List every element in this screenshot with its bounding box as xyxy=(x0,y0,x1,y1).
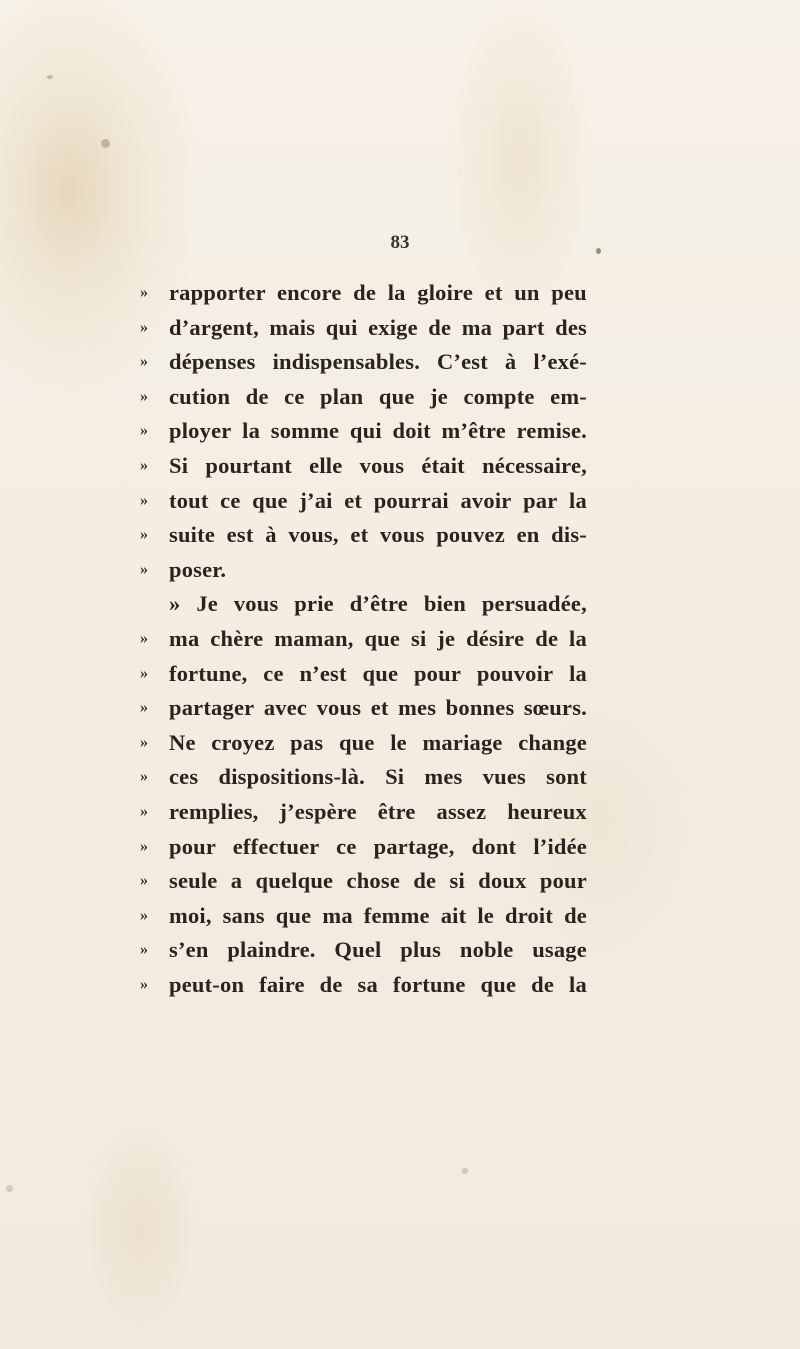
quote-mark: » xyxy=(140,353,149,371)
text-line xyxy=(0,380,800,415)
quote-mark: » xyxy=(140,733,149,751)
foxing-spot xyxy=(101,139,110,148)
text-line xyxy=(0,276,800,311)
line-text: ployer la somme qui doit m’être remise. xyxy=(169,418,587,444)
quote-mark: » xyxy=(140,284,149,301)
page-number: 83 xyxy=(390,232,410,253)
text-line xyxy=(0,518,800,553)
foxing-spot xyxy=(462,1168,468,1174)
line-text: dépenses indispensables. C’est à l’exé- xyxy=(169,349,587,375)
line-text: Si pourtant elle vous était nécessaire, xyxy=(169,452,587,478)
quote-mark: » xyxy=(140,629,149,647)
text-line xyxy=(0,899,800,934)
quote-mark: » xyxy=(140,318,149,336)
quote-mark: » xyxy=(140,872,149,890)
body-text xyxy=(0,276,800,1002)
quote-mark: » xyxy=(140,941,149,959)
quote-mark: » xyxy=(140,699,149,717)
quote-mark: » xyxy=(140,560,149,578)
line-text: ma chère maman, que si je désire de la xyxy=(169,625,587,651)
text-line xyxy=(0,587,800,622)
line-text: partager avec vous et mes bonnes sœurs. xyxy=(169,695,587,721)
quote-mark: » xyxy=(140,768,149,786)
text-line xyxy=(0,968,800,1003)
text-line xyxy=(0,795,800,830)
line-text: remplies, j’espère être assez heureux xyxy=(169,798,587,824)
text-line xyxy=(0,449,800,484)
line-text: cution de ce plan que je compte em- xyxy=(169,383,587,409)
quote-mark: » xyxy=(140,491,149,509)
text-line xyxy=(0,691,800,726)
line-text: Ne croyez pas que le mariage change xyxy=(169,729,587,755)
line-text: » Je vous prie d’être bien persuadée, xyxy=(169,591,587,617)
quote-mark: » xyxy=(140,906,149,924)
line-text: d’argent, mais qui exige de ma part des xyxy=(169,314,587,340)
text-line xyxy=(0,726,800,761)
line-text: rapporter encore de la gloire et un peu xyxy=(169,280,587,305)
quote-mark: » xyxy=(140,387,149,405)
line-text: fortune, ce n’est que pour pouvoir la xyxy=(169,660,587,686)
line-text: moi, sans que ma femme ait le droit de xyxy=(169,902,587,928)
text-line xyxy=(0,553,800,588)
line-text: s’en plaindre. Quel plus noble usage xyxy=(169,937,587,963)
text-line xyxy=(0,414,800,449)
text-line xyxy=(0,657,800,692)
quote-mark: » xyxy=(140,975,149,993)
line-text: seule a quelque chose de si doux pour xyxy=(169,868,587,894)
line-text: peut-on faire de sa fortune que de la xyxy=(169,971,587,997)
text-line xyxy=(0,933,800,968)
text-line xyxy=(0,830,800,865)
quote-mark: » xyxy=(140,526,149,544)
text-line xyxy=(0,864,800,899)
line-text: ces dispositions-là. Si mes vues sont xyxy=(169,764,587,790)
quote-mark: » xyxy=(140,802,149,820)
text-line xyxy=(0,760,800,795)
line-text: poser. xyxy=(169,556,227,582)
quote-mark: » xyxy=(140,837,149,855)
text-line xyxy=(0,622,800,657)
text-line xyxy=(0,311,800,346)
quote-mark: » xyxy=(140,664,149,682)
foxing-spot xyxy=(47,75,53,79)
quote-mark: » xyxy=(140,456,149,474)
line-text: tout ce que j’ai et pourrai avoir par la xyxy=(169,487,587,513)
text-line xyxy=(0,345,800,380)
text-line xyxy=(0,484,800,519)
quote-mark: » xyxy=(140,422,149,440)
line-text: suite est à vous, et vous pouvez en dis- xyxy=(169,522,587,548)
line-text: pour effectuer ce partage, dont l’idée xyxy=(169,833,587,859)
foxing-spot xyxy=(6,1185,13,1192)
